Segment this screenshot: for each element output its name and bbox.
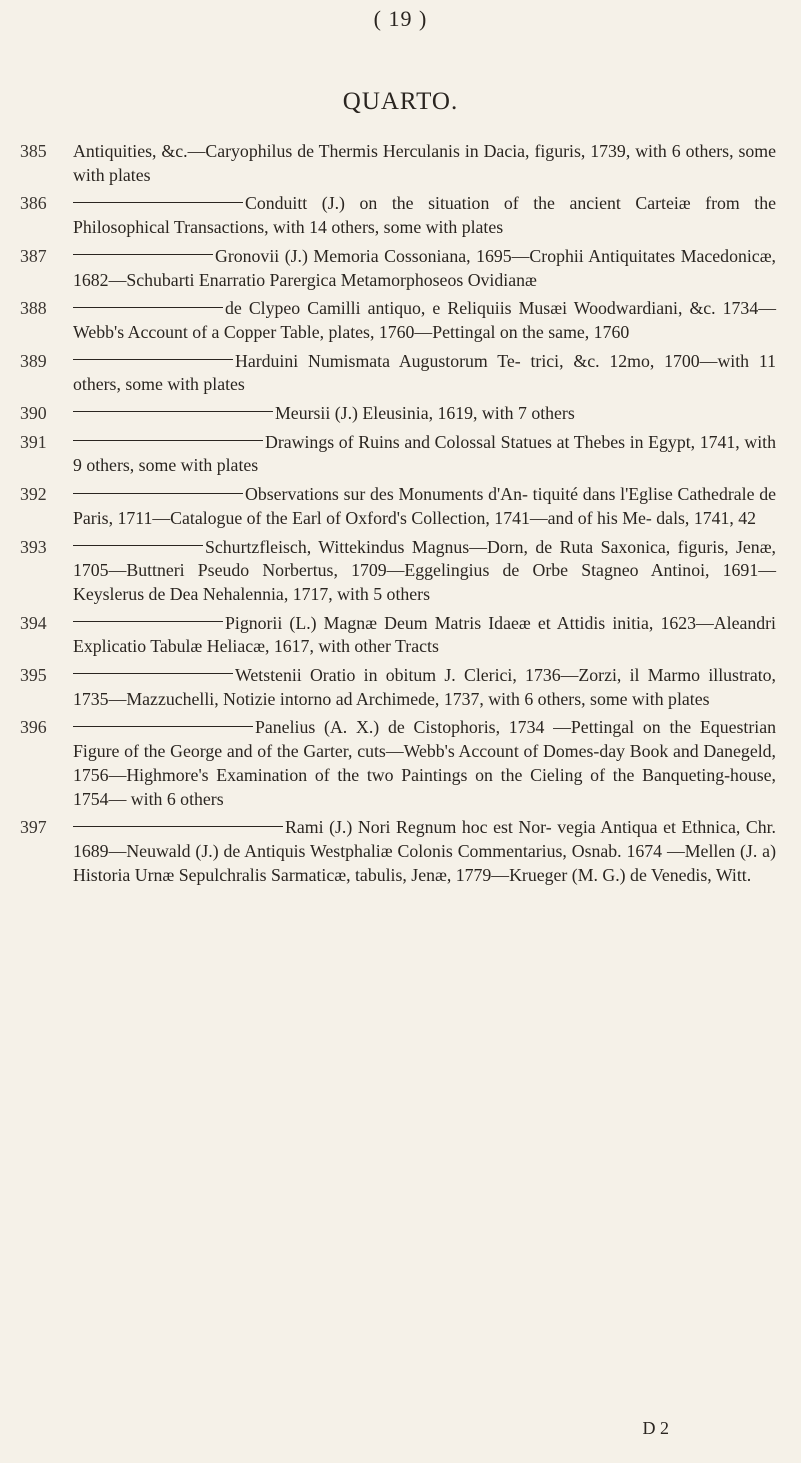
entry-text: Gronovii (J.) Memoria Cossoniana, 1695—Crophii Antiquitates Macedonicæ, 1682—Schubarti Enarratio Parergica Metamorphoseos Ovidianæ xyxy=(73,245,776,290)
entry-number: 397 xyxy=(20,817,47,838)
entry-number: 391 xyxy=(20,431,47,452)
entry-text: Schurtzfleisch, Wittekindus Magnus—Dorn, de Ruta Saxonica, figuris, Jenæ, 1705—Buttneri Pseudo Norbertus, 1709—Eggelingius de Orbe Stagneo Antinoi, 1691—Keyslerus de Dea Nehalennia, 1717, with 5 others xyxy=(73,536,776,604)
catalogue-entry xyxy=(20,716,776,811)
entry-number: 385 xyxy=(20,141,47,161)
catalogue-entry xyxy=(20,140,776,187)
ditto-rule xyxy=(73,493,243,494)
ditto-rule xyxy=(73,440,263,441)
catalogue-entry xyxy=(20,536,776,607)
ditto-rule xyxy=(73,202,243,203)
entry-text: Panelius (A. X.) de Cistophoris, 1734 —Pettingal on the Equestrian Figure of the George and of the Garter, cuts—Webb's Account of Domes-day Book and Danegeld, 1756—Highmore's Examination of the two Paintings on the Cieling of the Banqueting-house, 1754— with 6 others xyxy=(73,717,776,809)
entry-text: de Clypeo Camilli antiquo, e Reliquiis Musæi Woodwardiani, &c. 1734—Webb's Account of a Copper Table, plates, 1760—Pettingal on the same, 1760 xyxy=(73,298,776,342)
entry-number: 387 xyxy=(20,245,47,266)
entry-number: 393 xyxy=(20,536,47,557)
entry-number: 389 xyxy=(20,350,47,371)
entry-number: 386 xyxy=(20,193,47,214)
entry-number: 392 xyxy=(20,484,47,505)
catalogue-entry xyxy=(20,245,776,292)
catalogue-entry xyxy=(20,664,776,711)
page-number-header: ( 19 ) xyxy=(373,6,428,31)
signature-mark: D 2 xyxy=(642,1418,669,1438)
entry-number: 394 xyxy=(20,612,47,633)
ditto-rule xyxy=(73,673,233,674)
entry-number: 390 xyxy=(20,403,47,424)
ditto-rule xyxy=(73,826,283,827)
section-title: QUARTO. xyxy=(342,88,459,115)
ditto-rule xyxy=(73,307,223,308)
entry-text: Wetstenii Oratio in obitum J. Clerici, 1736—Zorzi, il Marmo illustrato, 1735—Mazzuchelli, Notizie intorno ad Archimede, 1737, with 6 others, some with plates xyxy=(73,665,776,709)
entry-number: 395 xyxy=(20,665,47,686)
ditto-rule xyxy=(73,411,273,412)
entry-text: Pignorii (L.) Magnæ Deum Matris Idaeæ et Attidis initia, 1623—Aleandri Explicatio Tabulæ Heliacæ, 1617, with other Tracts xyxy=(73,612,776,657)
entry-number: 396 xyxy=(20,717,47,738)
catalogue-entry xyxy=(20,483,776,530)
ditto-rule xyxy=(73,254,213,255)
catalogue-entry xyxy=(20,297,776,344)
entry-text: Antiquities, &c.—Caryophilus de Thermis Herculanis in Dacia, figuris, 1739, with 6 others, some with plates xyxy=(73,141,776,185)
entry-text: Rami (J.) Nori Regnum hoc est Nor- vegia Antiqua et Ethnica, Chr. 1689—Neuwald (J.) de Antiquis Westphaliæ Colonis Commentarius, Osnab. 1674 —Mellen (J. a) Historia Urnæ Sepulchralis Sarmaticæ, tabulis, Jenæ, 1779—Krueger (M. G.) de Venedis, Witt. xyxy=(73,817,776,885)
catalogue-entry xyxy=(20,612,776,659)
catalogue-entry xyxy=(20,816,776,887)
ditto-rule xyxy=(73,545,203,546)
catalogue-entry xyxy=(20,192,776,239)
entry-text: Conduitt (J.) on the situation of the ancient Carteiæ from the Philosophical Transactions, with 14 others, some with plates xyxy=(73,193,776,238)
catalogue-entries xyxy=(20,140,776,892)
ditto-rule xyxy=(73,359,233,360)
catalogue-entry xyxy=(20,350,776,397)
entry-text: Harduini Numismata Augustorum Te- trici, &c. 12mo, 1700—with 11 others, some with plates xyxy=(73,350,776,395)
entry-number: 388 xyxy=(20,298,47,319)
ditto-rule xyxy=(73,726,253,727)
catalogue-entry xyxy=(20,402,776,426)
entry-text: Drawings of Ruins and Colossal Statues at Thebes in Egypt, 1741, with 9 others, some with plates xyxy=(73,431,776,476)
ditto-rule xyxy=(73,621,223,622)
entry-text: Meursii (J.) Eleusinia, 1619, with 7 others xyxy=(275,403,575,424)
entry-text: Observations sur des Monuments d'An- tiquité dans l'Eglise Cathedrale de Paris, 1711—Catalogue of the Earl of Oxford's Collection, 1741—and of his Me- dals, 1741, 42 xyxy=(73,484,776,528)
catalogue-entry xyxy=(20,431,776,478)
